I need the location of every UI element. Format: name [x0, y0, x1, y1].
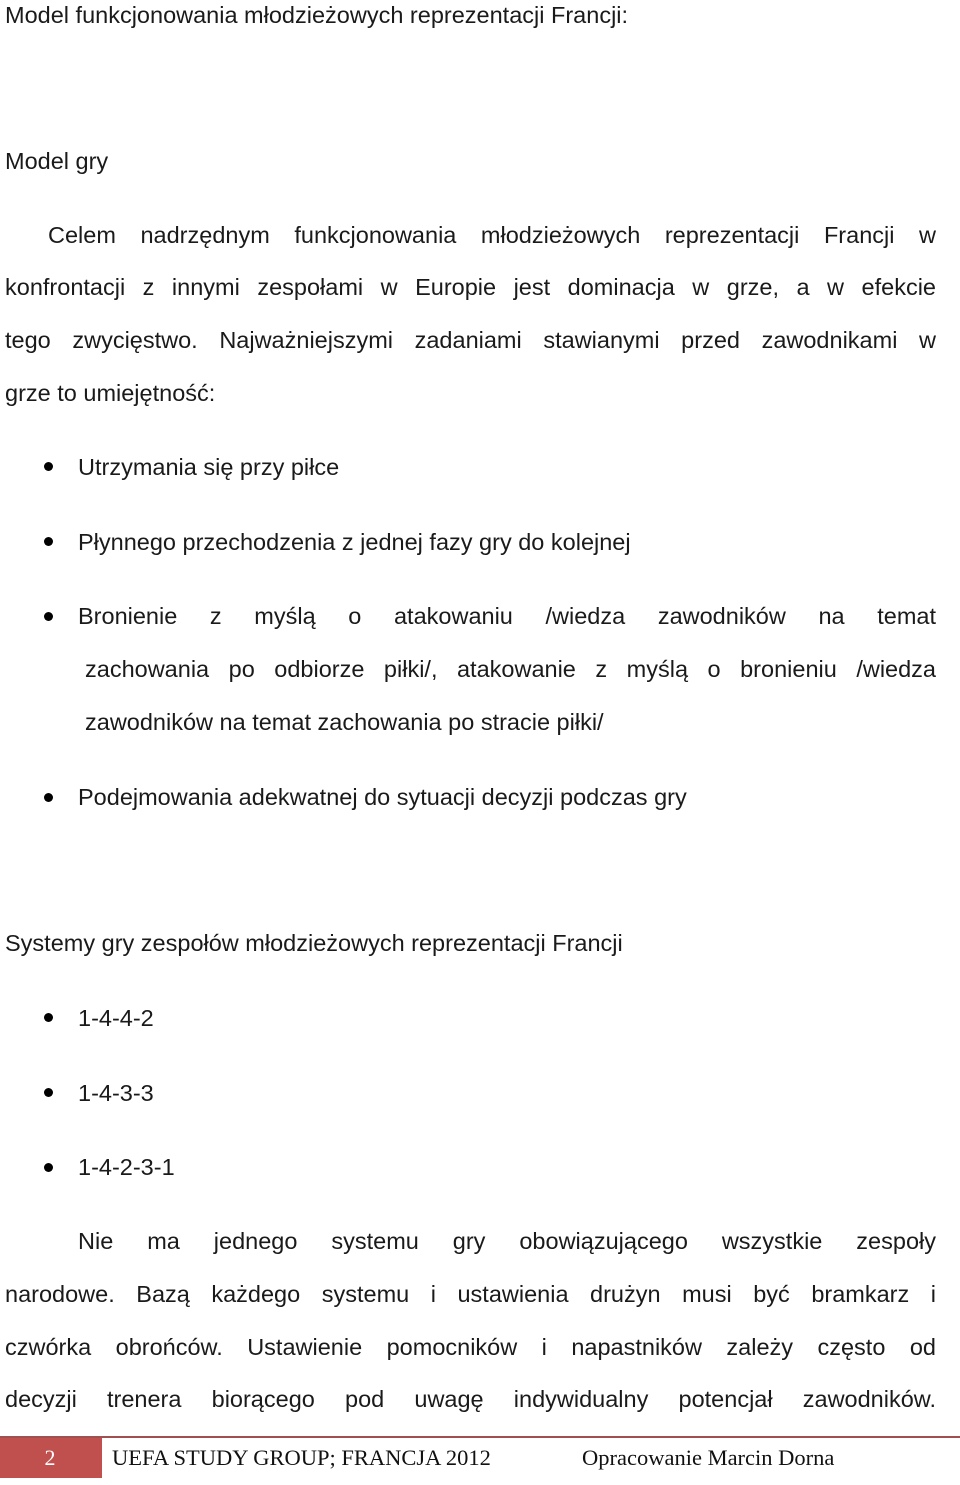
bullet-icon [44, 1088, 53, 1097]
footer-divider [100, 1438, 102, 1478]
list-item-continuation: zachowania po odbiorze piłki/, atakowanie z myślą o bronieniu /wiedza [85, 656, 936, 682]
bullet-icon [44, 793, 53, 802]
list-item-text: Podejmowania adekwatnej do sytuacji decyzji podczas gry [78, 784, 687, 810]
bullet-icon [44, 612, 53, 621]
paragraph-line: Nie ma jednego systemu gry obowiązującego wszystkie zespoły [78, 1228, 936, 1254]
list-item-text: 1-4-2-3-1 [78, 1154, 175, 1180]
list-item-continuation: zawodników na temat zachowania po stracie piłki/ [85, 709, 604, 735]
footer-title: UEFA STUDY GROUP; FRANCJA 2012 [112, 1445, 491, 1470]
paragraph-line: tego zwycięstwo. Najważniejszymi zadaniami stawianymi przed zawodnikami w [5, 327, 936, 353]
list-item-text: Utrzymania się przy piłce [78, 454, 340, 480]
footer-author: Opracowanie Marcin Dorna [582, 1445, 835, 1470]
list-item-text: Płynnego przechodzenia z jednej fazy gry do kolejnej [78, 529, 631, 555]
list-item-text: Bronienie z myślą o atakowaniu /wiedza zawodników na temat [78, 603, 936, 629]
paragraph-line: grze to umiejętność: [5, 380, 216, 406]
paragraph-line: konfrontacji z innymi zespołami w Europie jest dominacja w grze, a w efekcie [5, 274, 936, 300]
section-title-game-model: Model gry [5, 148, 109, 174]
page-number: 2 [44, 1445, 56, 1470]
section-title-systems: Systemy gry zespołów młodzieżowych reprezentacji Francji [5, 930, 623, 956]
page-footer [0, 1436, 960, 1485]
bullet-icon [44, 1013, 53, 1022]
bullet-icon [44, 462, 53, 471]
bullet-icon [44, 1163, 53, 1172]
document-heading: Model funkcjonowania młodzieżowych reprezentacji Francji: [5, 2, 629, 28]
paragraph-line: narodowe. Bazą każdego systemu i ustawienia drużyn musi być bramkarz i [5, 1281, 936, 1307]
list-item-text: 1-4-4-2 [78, 1005, 154, 1031]
paragraph-line: czwórka obrońców. Ustawienie pomocników i napastników zależy często od [5, 1334, 936, 1360]
bullet-icon [44, 537, 53, 546]
paragraph-line: decyzji trenera biorącego pod uwagę indywidualny potencjał zawodników. [5, 1386, 936, 1412]
paragraph-line: Celem nadrzędnym funkcjonowania młodzieżowych reprezentacji Francji w [48, 222, 936, 248]
list-item-text: 1-4-3-3 [78, 1080, 154, 1106]
